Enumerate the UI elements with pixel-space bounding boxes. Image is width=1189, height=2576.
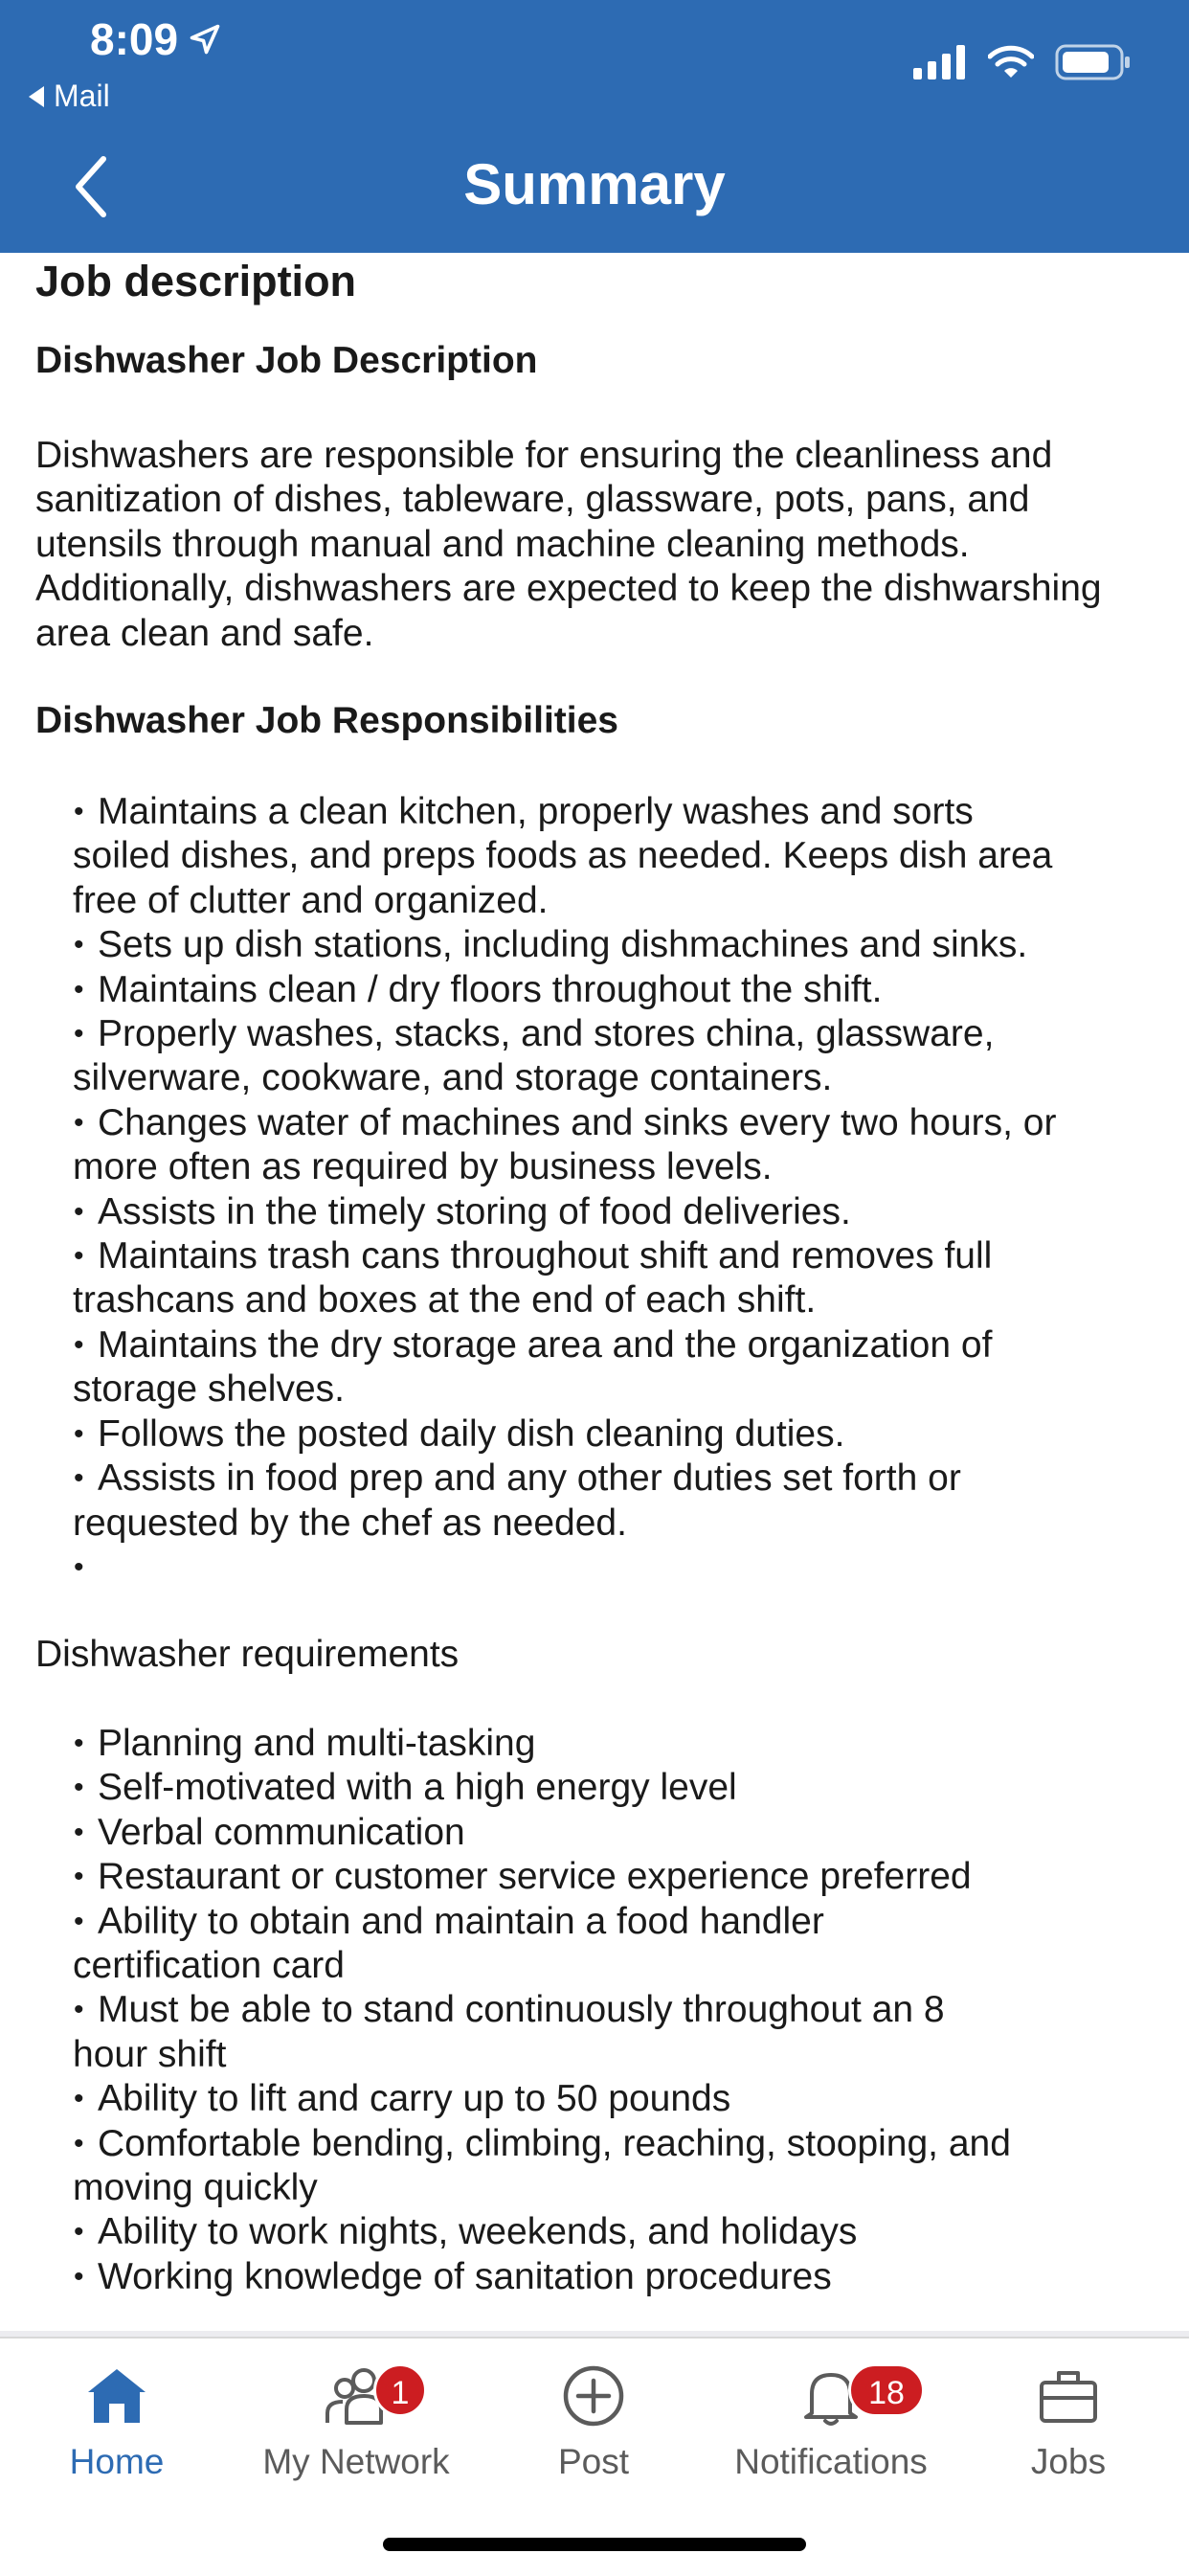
list-item-text: • Must be able to stand continuously throughout an 8 <box>98 1989 945 2031</box>
list-item-text: • Changes water of machines and sinks every two hours, or <box>98 1101 1057 1143</box>
list-item-text: • Planning and multi-tasking <box>98 1723 536 1764</box>
clock: 8:09 <box>90 14 179 64</box>
tab-my-network-label: My Network <box>262 2442 450 2481</box>
tab-post[interactable] <box>479 2361 708 2482</box>
tab-notifications[interactable] <box>716 2361 946 2482</box>
tab-post-label: Post <box>557 2442 630 2481</box>
plus-circle-icon <box>559 2361 628 2430</box>
intro-line: area clean and safe. <box>35 612 374 654</box>
list-item-text: • Follows the posted daily dish cleaning duties. <box>98 1412 845 1455</box>
list-item-text: • Ability to lift and carry up to 50 pounds <box>98 2078 731 2120</box>
list-item-text: • Assists in the timely storing of food deliveries. <box>98 1190 851 1232</box>
list-item <box>35 1234 1154 1323</box>
list-item <box>35 1101 1154 1190</box>
network-badge: 1 <box>373 2363 427 2417</box>
notifications-badge: 18 <box>848 2363 925 2417</box>
list-item-text: more often as required by business levels. <box>73 1146 773 1188</box>
list-item <box>35 2210 1154 2254</box>
tab-notifications-label: Notifications <box>734 2442 928 2481</box>
responsibilities-heading: Dishwasher Job Responsibilities <box>35 700 618 741</box>
list-item-text: free of clutter and organized. <box>73 879 549 921</box>
list-item-text: • Maintains the dry storage area and the organization of <box>98 1323 993 1366</box>
job-title-heading: Dishwasher Job Description <box>35 340 538 381</box>
tab-jobs[interactable] <box>953 2361 1183 2482</box>
list-item-text: • Comfortable bending, climbing, reaching, stooping, and <box>98 2122 1011 2164</box>
list-item-text: soiled dishes, and preps foods as needed. Keeps dish area <box>73 835 1053 877</box>
list-item-text: • Working knowledge of sanitation procedures <box>98 2255 832 2297</box>
list-item-text: storage shelves. <box>73 1368 345 1411</box>
responsibilities-list <box>35 790 1154 1590</box>
list-item <box>35 1012 1154 1101</box>
list-item <box>35 1457 1154 1546</box>
status-time <box>90 13 222 65</box>
tab-home-label: Home <box>69 2442 165 2481</box>
tab-jobs-label: Jobs <box>1030 2442 1107 2481</box>
battery-icon <box>1055 44 1132 80</box>
back-app-label: Mail <box>54 79 110 113</box>
intro-line: utensils through manual and machine cleaning methods. <box>35 523 970 565</box>
intro-line: Additionally, dishwashers are expected to keep the dishwarshing <box>35 568 1102 610</box>
list-item <box>35 790 1154 923</box>
tab-bar <box>0 2337 1189 2576</box>
list-item-text: requested by the chef as needed. <box>73 1502 627 1544</box>
list-item-text: • Maintains clean / dry floors throughout the shift. <box>98 968 883 1010</box>
list-item <box>35 1855 1154 1899</box>
back-triangle-icon <box>29 86 44 107</box>
list-item-text: • Restaurant or customer service experience preferred <box>98 1856 972 1898</box>
list-item <box>35 1722 1154 1766</box>
list-item-text: • Assists in food prep and any other duties set forth or <box>98 1457 961 1500</box>
intro-line: sanitization of dishes, tableware, glassware, pots, pans, and <box>35 479 1030 521</box>
app-header <box>0 0 1189 253</box>
list-item <box>35 1412 1154 1457</box>
intro-line: Dishwashers are responsible for ensuring the cleanliness and <box>35 435 1053 476</box>
list-item <box>35 1546 1154 1590</box>
list-item <box>35 1190 1154 1234</box>
wifi-icon <box>988 45 1034 79</box>
home-icon <box>82 2361 151 2430</box>
list-item-text: moving quickly <box>73 2167 318 2209</box>
list-item-text: silverware, cookware, and storage containers. <box>73 1057 833 1099</box>
list-item-text: • Ability to work nights, weekends, and holidays <box>98 2211 858 2253</box>
list-item <box>35 2122 1154 2211</box>
signal-icon <box>913 45 967 79</box>
list-item <box>35 2255 1154 2299</box>
list-item-text: • Self-motivated with a high energy level <box>98 1767 737 1809</box>
list-item-text: hour shift <box>73 2033 227 2075</box>
list-item-text: • Properly washes, stacks, and stores china, glassware, <box>98 1013 995 1055</box>
list-item <box>35 2077 1154 2121</box>
list-item-text: certification card <box>73 1945 345 1987</box>
page-title: Summary <box>463 152 726 216</box>
list-item-text: • Verbal communication <box>98 1811 465 1853</box>
location-arrow-icon <box>188 22 222 56</box>
list-item <box>35 923 1154 967</box>
list-item <box>35 1811 1154 1855</box>
job-description-heading: Job description <box>35 257 357 305</box>
list-item-text: • Maintains trash cans throughout shift and removes full <box>98 1235 993 1277</box>
requirements-list <box>35 1722 1154 2299</box>
list-item <box>35 1323 1154 1412</box>
requirements-heading: Dishwasher requirements <box>35 1634 460 1675</box>
briefcase-icon <box>1034 2361 1103 2430</box>
list-item-text <box>98 1546 1154 1590</box>
home-indicator[interactable] <box>383 2538 806 2551</box>
list-item <box>35 1766 1154 1810</box>
list-item <box>35 968 1154 1012</box>
back-to-mail[interactable] <box>29 79 110 114</box>
list-item-text: • Maintains a clean kitchen, properly washes and sorts <box>98 791 974 832</box>
list-item-text: • Sets up dish stations, including dishmachines and sinks. <box>98 924 1028 966</box>
list-item-text: trashcans and boxes at the end of each shift. <box>73 1279 817 1322</box>
list-item <box>35 1988 1154 2077</box>
list-item-text: • Ability to obtain and maintain a food handler <box>98 1900 824 1942</box>
tab-my-network[interactable] <box>241 2361 471 2482</box>
tab-home[interactable] <box>2 2361 232 2482</box>
status-indicators <box>913 44 1132 80</box>
list-item <box>35 1900 1154 1989</box>
